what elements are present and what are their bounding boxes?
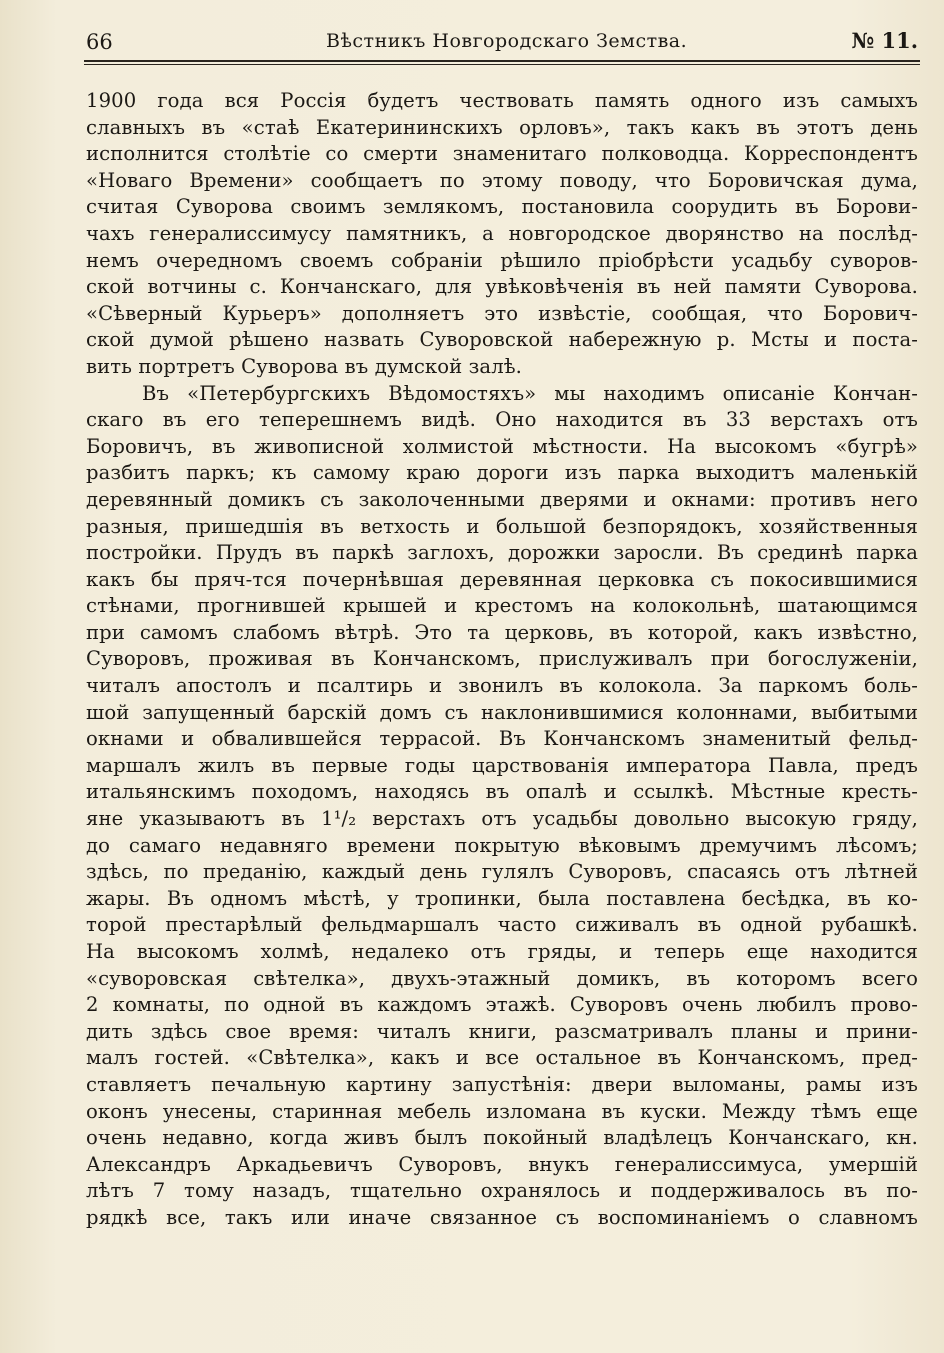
text-line: итальянскимъ походомъ, находясь въ опалѣ и ссылкѣ. Мѣстные кресть- xyxy=(86,780,918,804)
text-line: дить здѣсь свое время: читалъ книги, разсматривалъ планы и прини- xyxy=(86,1019,918,1043)
text-line: Александръ Аркадьевичъ Суворовъ, внукъ генералиссимуса, умершій xyxy=(86,1152,918,1176)
page-number: 66 xyxy=(86,30,113,54)
text-line: Суворовъ, проживая въ Кончанскомъ, прислуживалъ при богослуженіи, xyxy=(86,647,918,671)
text-line: рядкѣ все, такъ или иначе связанное съ воспоминаніемъ о славномъ xyxy=(86,1205,918,1229)
text-line: здѣсь, по преданію, каждый день гулялъ Суворовъ, спасаясь отъ лѣтней xyxy=(86,860,918,884)
text-line: маршалъ жилъ въ первые годы царствованія императора Павла, предъ xyxy=(86,753,918,777)
text-line: деревянный домикъ съ заколоченными дверями и окнами: противъ него xyxy=(86,487,918,511)
text-line: торой престарѣлый фельдмаршалъ часто сиживалъ въ одной рубашкѣ. xyxy=(86,913,918,937)
text-line: чахъ генералиссимусу памятникъ, а новгородское дворянство на послѣд- xyxy=(86,221,918,245)
text-line: Въ «Петербургскихъ Вѣдомостяхъ» мы находимъ описаніе Кончан- xyxy=(142,381,918,405)
text-line: шой запущенный барскій домъ съ наклонившимися колоннами, выбитыми xyxy=(86,700,918,724)
running-head xyxy=(86,26,918,58)
text-line: стѣнами, прогнившей крышей и крестомъ на колокольнѣ, шатающимся xyxy=(86,594,918,618)
text-line: жары. Въ одномъ мѣстѣ, у тропинки, была поставлена бесѣдка, въ ко- xyxy=(86,886,918,910)
text-line: вить портретъ Суворова въ думской залѣ. xyxy=(86,354,522,378)
text-line: малъ гостей. «Свѣтелка», какъ и все остальное въ Кончанскомъ, пред- xyxy=(86,1046,918,1070)
text-line: скаго въ его теперешнемъ видѣ. Оно находится въ 33 верстахъ отъ xyxy=(86,408,918,432)
header-rule-thin xyxy=(84,64,920,65)
text-line: ской думой рѣшено назвать Суворовской набережную р. Мсты и поста- xyxy=(86,328,918,352)
text-line: постройки. Прудъ въ паркѣ заглохъ, дорожки заросли. Въ срединѣ парка xyxy=(86,541,918,565)
journal-title: Вѣстникъ Новгородскаго Земства. xyxy=(326,30,688,52)
text-line: исполнится столѣтіе со смерти знаменитаго полководца. Корреспондентъ xyxy=(86,142,918,166)
text-line: окнами и обвалившейся террасой. Въ Кончанскомъ знаменитый фельд- xyxy=(86,727,918,751)
text-line: разбитъ паркъ; къ самому краю дороги изъ парка выходитъ маленькій xyxy=(86,461,918,485)
text-line: ставляетъ печальную картину запустѣнія: двери выломаны, рамы изъ xyxy=(86,1072,918,1096)
text-line: яне указываютъ въ 1¹/₂ верстахъ отъ усадьбы довольно высокую гряду, xyxy=(86,807,918,831)
text-line: лѣтъ 7 тому назадъ, тщательно охранялось и поддерживалось въ по- xyxy=(86,1179,918,1203)
text-line: считая Суворова своимъ землякомъ, постановила соорудить въ Борови- xyxy=(86,195,918,219)
text-line: разныя, пришедшія въ ветхость и большой безпорядокъ, хозяйственныя xyxy=(86,514,918,538)
issue-number: № 11. xyxy=(851,28,918,53)
header-rule xyxy=(84,60,920,62)
text-line: 2 комнаты, по одной въ каждомъ этажѣ. Суворовъ очень любилъ прово- xyxy=(86,993,918,1017)
text-line: немъ очередномъ своемъ собраніи рѣшило пріобрѣсти усадьбу суворов- xyxy=(86,248,918,272)
text-line: славныхъ въ «стаѣ Екатерининскихъ орловъ», такъ какъ въ этотъ день xyxy=(86,115,918,139)
text-line: «суворовская свѣтелка», двухъ-этажный домикъ, въ которомъ всего xyxy=(86,966,918,990)
text-line: ской вотчины с. Кончанскаго, для увѣковѣченія въ ней памяти Суворова. xyxy=(86,275,918,299)
text-line: читалъ апостолъ и псалтирь и звонилъ въ колокола. За паркомъ боль- xyxy=(86,674,918,698)
text-line: «Новаго Времени» сообщаетъ по этому поводу, что Боровичская дума, xyxy=(86,168,918,192)
paragraph-1 xyxy=(86,88,918,381)
text-line: при самомъ слабомъ вѣтрѣ. Это та церковь, въ которой, какъ извѣстно, xyxy=(86,620,918,644)
text-line: «Сѣверный Курьеръ» дополняетъ это извѣстіе, сообщая, что Борович- xyxy=(86,301,918,325)
text-line: 1900 года вся Россія будетъ чествовать память одного изъ самыхъ xyxy=(86,89,918,112)
text-line: оконъ унесены, старинная мебель изломана въ куски. Между тѣмъ еще xyxy=(86,1099,918,1123)
body-text xyxy=(86,88,918,1232)
text-line: очень недавно, когда живъ былъ покойный владѣлецъ Кончанскаго, кн. xyxy=(86,1126,918,1150)
text-line: какъ бы пряч-тся почернѣвшая деревянная церковка съ покосившимися xyxy=(86,567,918,591)
text-line: до самаго недавняго времени покрытую вѣковымъ дремучимъ лѣсомъ; xyxy=(86,833,918,857)
text-line: На высокомъ холмѣ, недалеко отъ гряды, и теперь еще находится xyxy=(86,940,918,963)
paragraph-2 xyxy=(86,381,918,1232)
text-line: Боровичъ, въ живописной холмистой мѣстности. На высокомъ «бугрѣ» xyxy=(86,434,918,458)
